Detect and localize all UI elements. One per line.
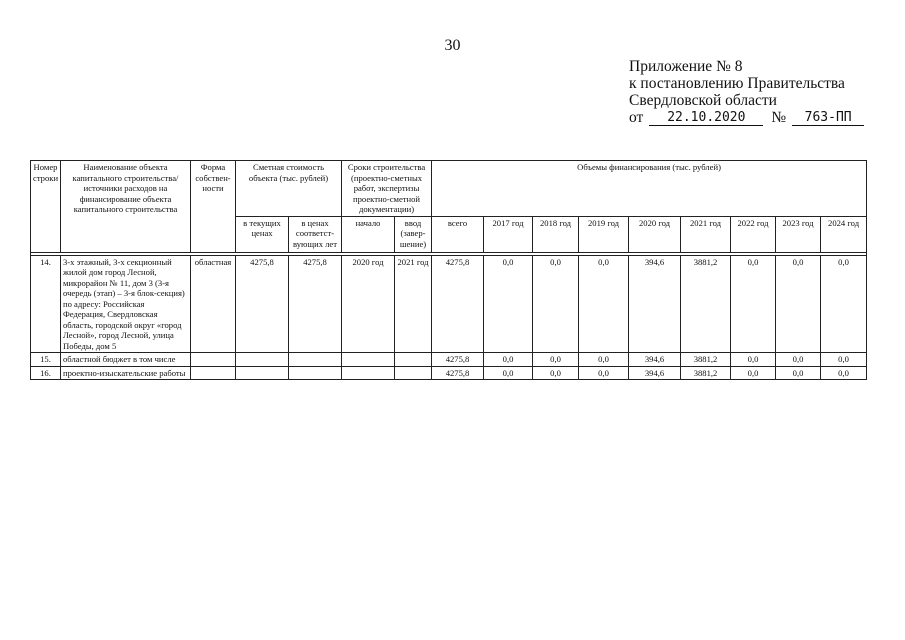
cell-cost-adjusted [289, 366, 342, 380]
appendix-resolution: к постановлению Правительства [629, 75, 845, 92]
header-term-end: ввод (завер-шение) [395, 216, 432, 252]
table-row [31, 255, 867, 353]
cell-year: 3881,2 [681, 255, 731, 353]
cell-year: 0,0 [484, 366, 533, 380]
cell-year: 0,0 [484, 353, 533, 367]
cell-cost-current [236, 353, 289, 367]
cell-year: 0,0 [731, 353, 776, 367]
header-ownership: Форма собствен-ности [191, 161, 236, 253]
cell-year: 0,0 [579, 366, 629, 380]
table-row [31, 353, 867, 367]
cell-year: 0,0 [579, 255, 629, 353]
cell-row-no: 14. [31, 255, 61, 353]
page-number: 30 [444, 37, 461, 54]
cell-year: 0,0 [731, 255, 776, 353]
header-year: 2023 год [776, 216, 821, 252]
appendix-title: Приложение № 8 [629, 58, 743, 75]
cell-cost-current: 4275,8 [236, 255, 289, 353]
cell-cost-current [236, 366, 289, 380]
header-year: 2017 год [484, 216, 533, 252]
cell-term-start: 2020 год [342, 255, 395, 353]
header-year: 2022 год [731, 216, 776, 252]
cell-term-end: 2021 год [395, 255, 432, 353]
cell-name: 3-х этажный, 3-х секционный жилой дом город Лесной, микрорайон № 11, дом 3 (3-я очередь (этап) – 3-я блок-секция) по адресу: Российская Федерация, Свердловская область, городской округ «город Лесной», город Лесной, улица Победы, дом 5 [61, 255, 191, 353]
number-field: 763-ПП [792, 111, 864, 126]
header-funding: Объемы финансирования (тыс. рублей) [432, 161, 867, 217]
cell-total: 4275,8 [432, 255, 484, 353]
date-field: 22.10.2020 [649, 111, 763, 126]
header-cost-current: в текущих ценах [236, 216, 289, 252]
header-term-start: начало [342, 216, 395, 252]
cell-total: 4275,8 [432, 353, 484, 367]
cell-cost-adjusted [289, 353, 342, 367]
header-row-no: Номер строки [31, 161, 61, 253]
header-year: 2019 год [579, 216, 629, 252]
cell-row-no: 16. [31, 366, 61, 380]
cell-name: областной бюджет в том числе [61, 353, 191, 367]
header-year: 2020 год [629, 216, 681, 252]
cell-term-end [395, 353, 432, 367]
cell-year: 3881,2 [681, 366, 731, 380]
header-total: всего [432, 216, 484, 252]
cell-year: 0,0 [776, 353, 821, 367]
cell-total: 4275,8 [432, 366, 484, 380]
cell-year: 0,0 [821, 366, 867, 380]
table-row [31, 366, 867, 380]
cell-row-no: 15. [31, 353, 61, 367]
header-cost: Сметная стоимость объекта (тыс. рублей) [236, 161, 342, 217]
header-year: 2021 год [681, 216, 731, 252]
cell-year: 0,0 [776, 366, 821, 380]
cell-ownership: областная [191, 255, 236, 353]
cell-term-start [342, 353, 395, 367]
cell-year: 0,0 [731, 366, 776, 380]
cell-term-start [342, 366, 395, 380]
cell-year: 0,0 [579, 353, 629, 367]
cell-year: 0,0 [533, 353, 579, 367]
header-terms: Сроки строительства (проектно-сметных работ, экспертизы проектно-сметной документации) [342, 161, 432, 217]
cell-ownership [191, 353, 236, 367]
cell-year: 394,6 [629, 353, 681, 367]
date-prefix: от [629, 109, 644, 126]
appendix-block [629, 58, 864, 126]
appendix-region: Свердловской области [629, 92, 777, 109]
cell-name: проектно-изыскательские работы [61, 366, 191, 380]
funding-table [30, 160, 867, 380]
cell-year: 0,0 [533, 366, 579, 380]
cell-year: 3881,2 [681, 353, 731, 367]
number-sign: № [771, 109, 787, 126]
header-year: 2018 год [533, 216, 579, 252]
cell-year: 0,0 [484, 255, 533, 353]
cell-year: 0,0 [776, 255, 821, 353]
cell-year: 0,0 [821, 353, 867, 367]
appendix-date-number-row [629, 109, 864, 126]
cell-cost-adjusted: 4275,8 [289, 255, 342, 353]
cell-term-end [395, 366, 432, 380]
cell-year: 394,6 [629, 366, 681, 380]
header-year: 2024 год [821, 216, 867, 252]
cell-year: 0,0 [821, 255, 867, 353]
header-cost-adjusted: в ценах соответст-вующих лет [289, 216, 342, 252]
cell-ownership [191, 366, 236, 380]
header-name: Наименование объекта капитального строительства/ источники расходов на финансирование объекта капитального строительства [61, 161, 191, 253]
cell-year: 0,0 [533, 255, 579, 353]
cell-year: 394,6 [629, 255, 681, 353]
